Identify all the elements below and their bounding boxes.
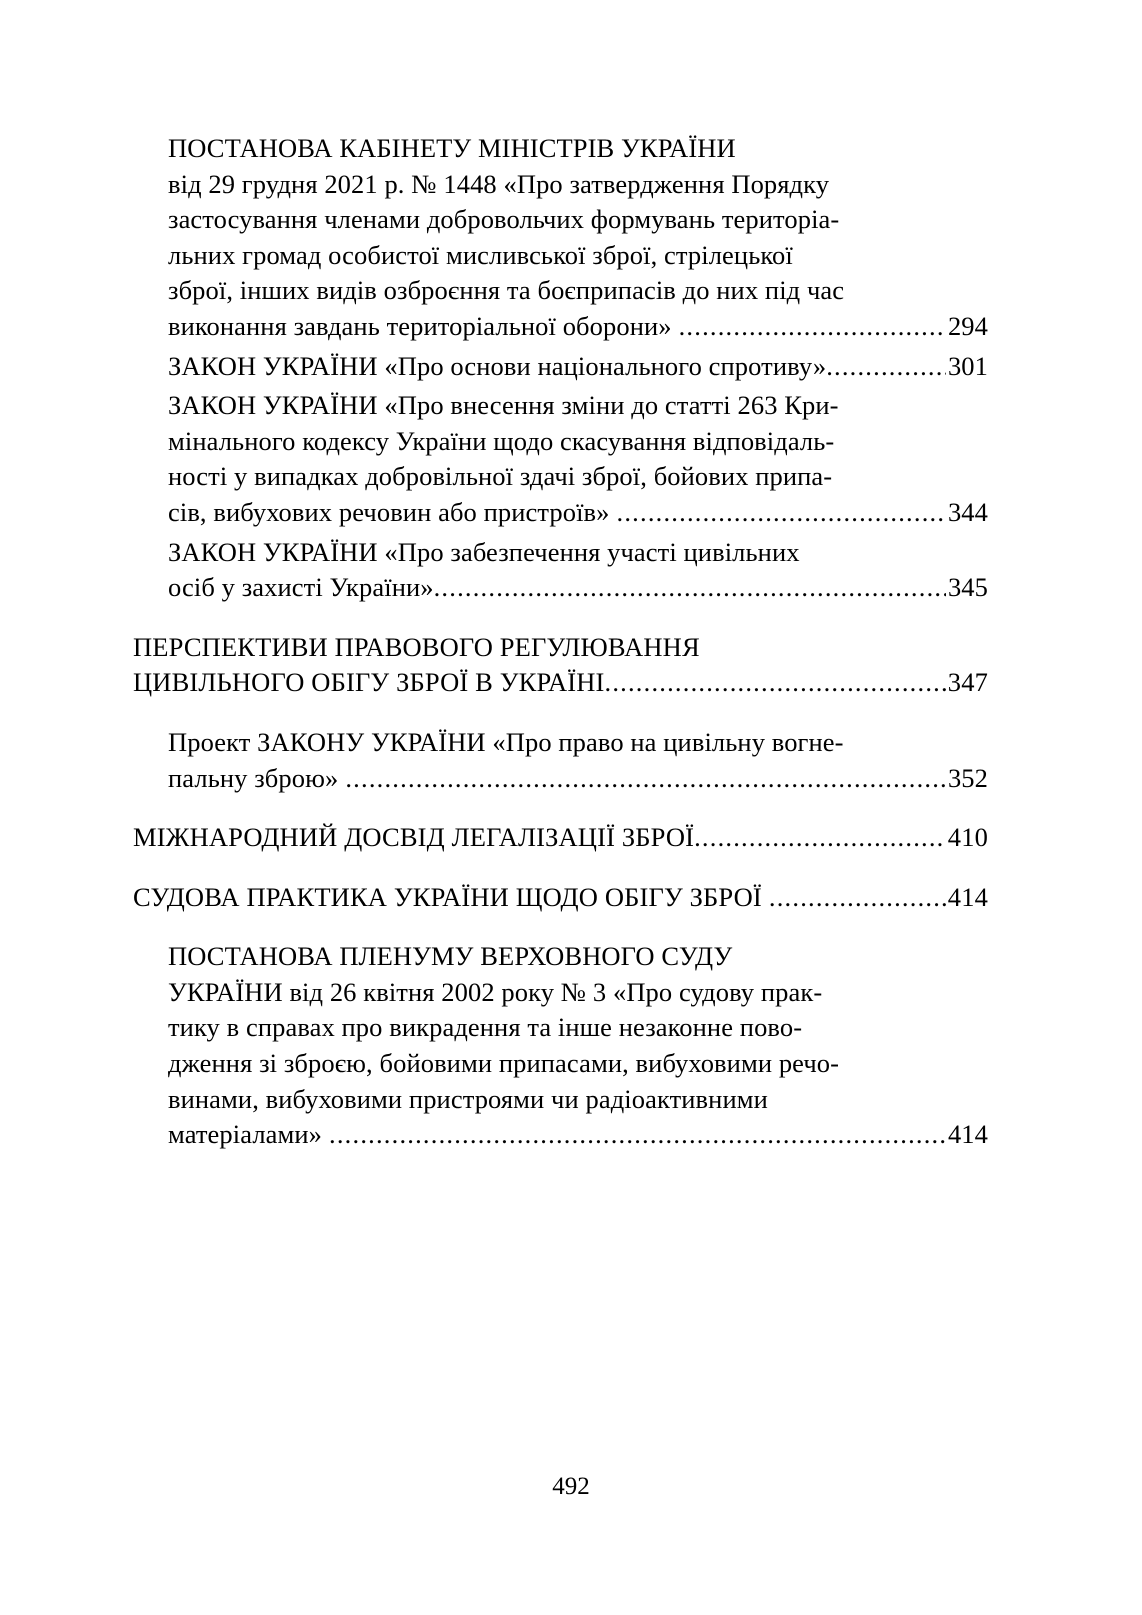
toc-entry[interactable] (133, 880, 988, 916)
toc-entry-text: виконання завдань територіальної оборони» (168, 310, 672, 341)
toc-entry-line: льних громад особистої мисливської зброї, стрілецької (168, 239, 793, 270)
toc-page-number: 294 (947, 310, 988, 341)
dot-leader (329, 1117, 946, 1153)
dot-leader (345, 761, 946, 797)
toc-entry[interactable] (133, 630, 988, 701)
dot-leader (826, 349, 946, 385)
toc-entry[interactable] (168, 725, 988, 796)
toc-entry[interactable] (168, 349, 988, 385)
toc-entry-last-line (133, 820, 988, 856)
toc-entry-line: застосування членами добровольчих формувань територіа- (168, 204, 840, 235)
toc-entry-line: ПЕРСПЕКТИВИ ПРАВОВОГО РЕГУЛЮВАННЯ (133, 631, 700, 662)
toc-page-number: 410 (947, 822, 988, 853)
toc-page-number: 347 (947, 667, 988, 698)
toc-page-number: 345 (947, 572, 988, 603)
dot-leader (694, 820, 946, 856)
toc-entry[interactable] (168, 388, 988, 530)
toc-entry-last-line (133, 880, 988, 916)
toc-entry-last-line (168, 1117, 988, 1153)
toc-entry-last-line (133, 665, 988, 701)
toc-entry-line: ПОСТАНОВА ПЛЕНУМУ ВЕРХОВНОГО СУДУ (168, 941, 733, 972)
table-of-contents (133, 131, 988, 1153)
dot-leader (679, 309, 946, 345)
toc-entry-text: пальну зброю» (168, 762, 339, 793)
toc-entry[interactable] (133, 820, 988, 856)
toc-entry-text: осіб у захисті України» (168, 572, 434, 603)
toc-entry-text: ЗАКОН УКРАЇНИ «Про основи національного спротиву» (168, 350, 827, 381)
toc-page-number: 301 (947, 350, 988, 381)
toc-entry-last-line (168, 309, 988, 345)
toc-entry-line: Проект ЗАКОНУ УКРАЇНИ «Про право на цивільну вогне- (168, 726, 844, 757)
toc-entry-last-line (168, 349, 988, 385)
toc-entry-line: ЗАКОН УКРАЇНИ «Про забезпечення участі цивільних (168, 536, 800, 567)
dot-leader (617, 495, 946, 531)
toc-entry-last-line (168, 761, 988, 797)
toc-entry-line: ПОСТАНОВА КАБІНЕТУ МІНІСТРІВ УКРАЇНИ (168, 133, 736, 163)
toc-entry[interactable] (168, 131, 988, 345)
toc-entry-last-line (168, 570, 988, 606)
page-number-folio: 492 (552, 1473, 590, 1500)
toc-entry[interactable] (168, 939, 988, 1153)
dot-leader (769, 880, 946, 916)
dot-leader (605, 665, 946, 701)
toc-entry-line: ЗАКОН УКРАЇНИ «Про внесення зміни до статті 263 Кри- (168, 390, 839, 421)
dot-leader (434, 570, 946, 606)
toc-entry-line: мінального кодексу України щодо скасування відповідаль- (168, 425, 835, 456)
toc-entry-last-line (168, 495, 988, 531)
toc-entry-text: матеріалами» (168, 1119, 323, 1150)
toc-page-number: 352 (947, 762, 988, 793)
toc-entry-line: дження зі зброєю, бойовими припасами, вибуховими речо- (168, 1048, 840, 1079)
toc-entry-text: сів, вибухових речовин або пристроїв» (168, 496, 610, 527)
toc-page-number: 344 (947, 496, 988, 527)
toc-entry-line: винами, вибуховими пристроями чи радіоактивними (168, 1083, 768, 1114)
toc-entry-line: УКРАЇНИ від 26 квітня 2002 року № 3 «Про судову прак- (168, 976, 823, 1007)
toc-entry-line: від 29 грудня 2021 р. № 1448 «Про затвердження Порядку (168, 168, 830, 199)
toc-entry-text: СУДОВА ПРАКТИКА УКРАЇНИ ЩОДО ОБІГУ ЗБРОЇ (133, 881, 762, 912)
toc-page-number: 414 (947, 881, 988, 912)
toc-entry-text: ЦИВІЛЬНОГО ОБІГУ ЗБРОЇ В УКРАЇНІ (133, 667, 605, 698)
toc-entry-line: зброї, інших видів озброєння та боєприпасів до них під час (168, 275, 845, 306)
toc-entry-text: МІЖНАРОДНИЙ ДОСВІД ЛЕГАЛІЗАЦІЇ ЗБРОЇ (133, 822, 695, 853)
toc-entry[interactable] (168, 535, 988, 606)
toc-page-number: 414 (947, 1119, 988, 1150)
toc-entry-line: тику в справах про викрадення та інше незаконне пово- (168, 1012, 803, 1043)
toc-entry-line: ності у випадках добровільної здачі зброї, бойових припа- (168, 461, 833, 492)
